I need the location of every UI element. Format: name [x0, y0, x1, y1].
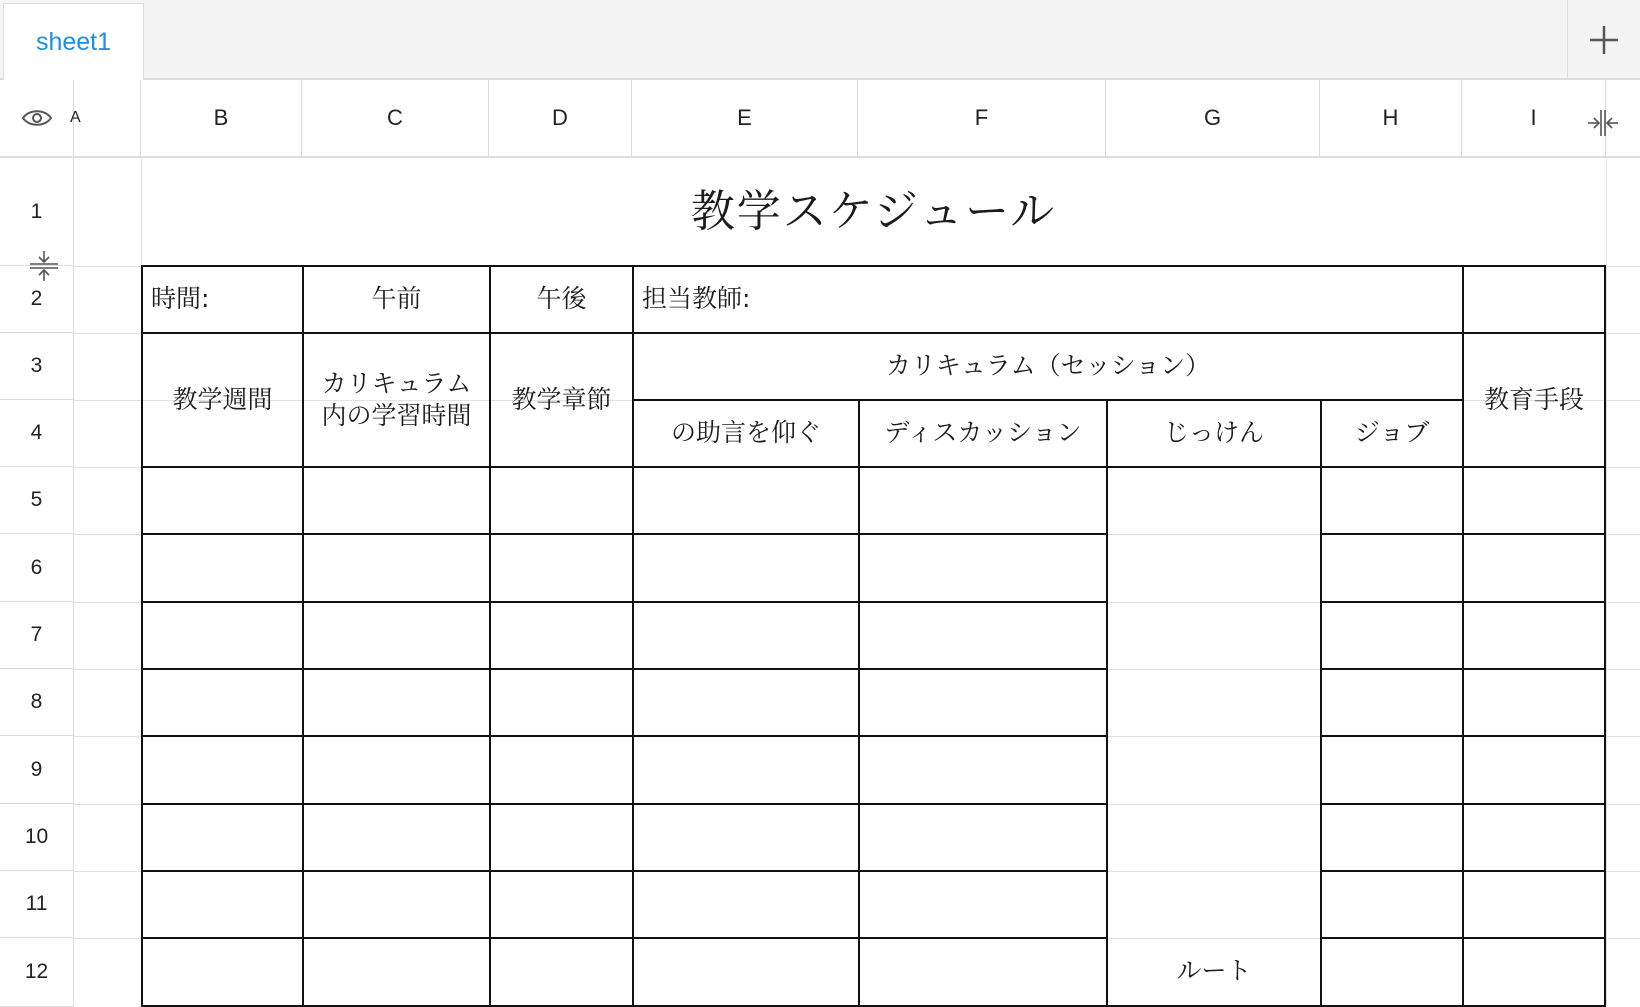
row-header-3[interactable]: 3 — [0, 333, 74, 400]
route-text: ルート — [1176, 955, 1252, 985]
select-all-corner[interactable] — [0, 80, 74, 158]
column-header-c[interactable]: C — [302, 80, 489, 158]
cell-teaching-week[interactable]: 教学週間 — [172, 384, 273, 414]
cell-afternoon[interactable]: 午後 — [536, 284, 587, 314]
cell-teacher-label[interactable]: 担当教師: — [642, 284, 751, 314]
row-header-7[interactable]: 7 — [0, 602, 74, 669]
sheet-tab-bar — [0, 0, 1640, 80]
cell-route[interactable] — [1108, 468, 1320, 1005]
row-header-11[interactable]: 11 — [0, 871, 74, 938]
eye-icon[interactable] — [21, 107, 53, 129]
cell-study-hours[interactable] — [304, 334, 489, 466]
cell-time-label[interactable]: 時間: — [151, 284, 210, 314]
cell-job[interactable]: ジョブ — [1354, 418, 1430, 448]
row-header-8[interactable]: 8 — [0, 669, 74, 736]
row-header-12[interactable]: 12 — [0, 938, 74, 1007]
row-header-9[interactable]: 9 — [0, 736, 74, 804]
add-sheet-button[interactable] — [1567, 0, 1640, 80]
study-hours-line1: カリキュラム — [321, 368, 472, 398]
column-header-h[interactable]: H — [1320, 80, 1462, 158]
row-header-6[interactable]: 6 — [0, 534, 74, 602]
column-header-d[interactable]: D — [489, 80, 632, 158]
column-header-label: A — [70, 109, 81, 126]
column-header-e[interactable]: E — [632, 80, 858, 158]
cell-experiment[interactable]: じっけん — [1163, 418, 1264, 448]
column-header-a[interactable] — [70, 80, 141, 158]
study-hours-line2: 内の学習時間 — [321, 401, 472, 430]
row-header-10[interactable]: 10 — [0, 804, 74, 871]
cell-curriculum-session[interactable]: カリキュラム（セッション） — [885, 351, 1211, 381]
cell-morning[interactable]: 午前 — [371, 284, 422, 314]
row-header-1[interactable]: 1 — [0, 158, 74, 266]
sheet-title[interactable]: 教学スケジュール — [690, 186, 1057, 238]
row-header-2[interactable]: 2 — [0, 266, 74, 333]
cell-teaching-means[interactable]: 教育手段 — [1483, 384, 1584, 414]
column-header-g[interactable]: G — [1106, 80, 1320, 158]
row-header-4[interactable]: 4 — [0, 400, 74, 467]
column-header-b[interactable]: B — [141, 80, 302, 158]
cell-i2[interactable] — [1464, 267, 1604, 332]
collapse-vertical-icon[interactable] — [28, 250, 60, 282]
plus-icon — [1587, 23, 1621, 57]
column-header-f[interactable]: F — [858, 80, 1106, 158]
column-header-i[interactable]: I — [1462, 80, 1606, 158]
cell-advice[interactable]: の助言を仰ぐ — [670, 418, 821, 448]
cell-chapter[interactable]: 教学章節 — [511, 384, 612, 414]
collapse-horizontal-icon[interactable] — [1586, 108, 1620, 138]
tab-sheet1[interactable]: sheet1 — [3, 3, 144, 80]
row-header-5[interactable]: 5 — [0, 467, 74, 534]
cell-discussion[interactable]: ディスカッション — [884, 418, 1082, 448]
